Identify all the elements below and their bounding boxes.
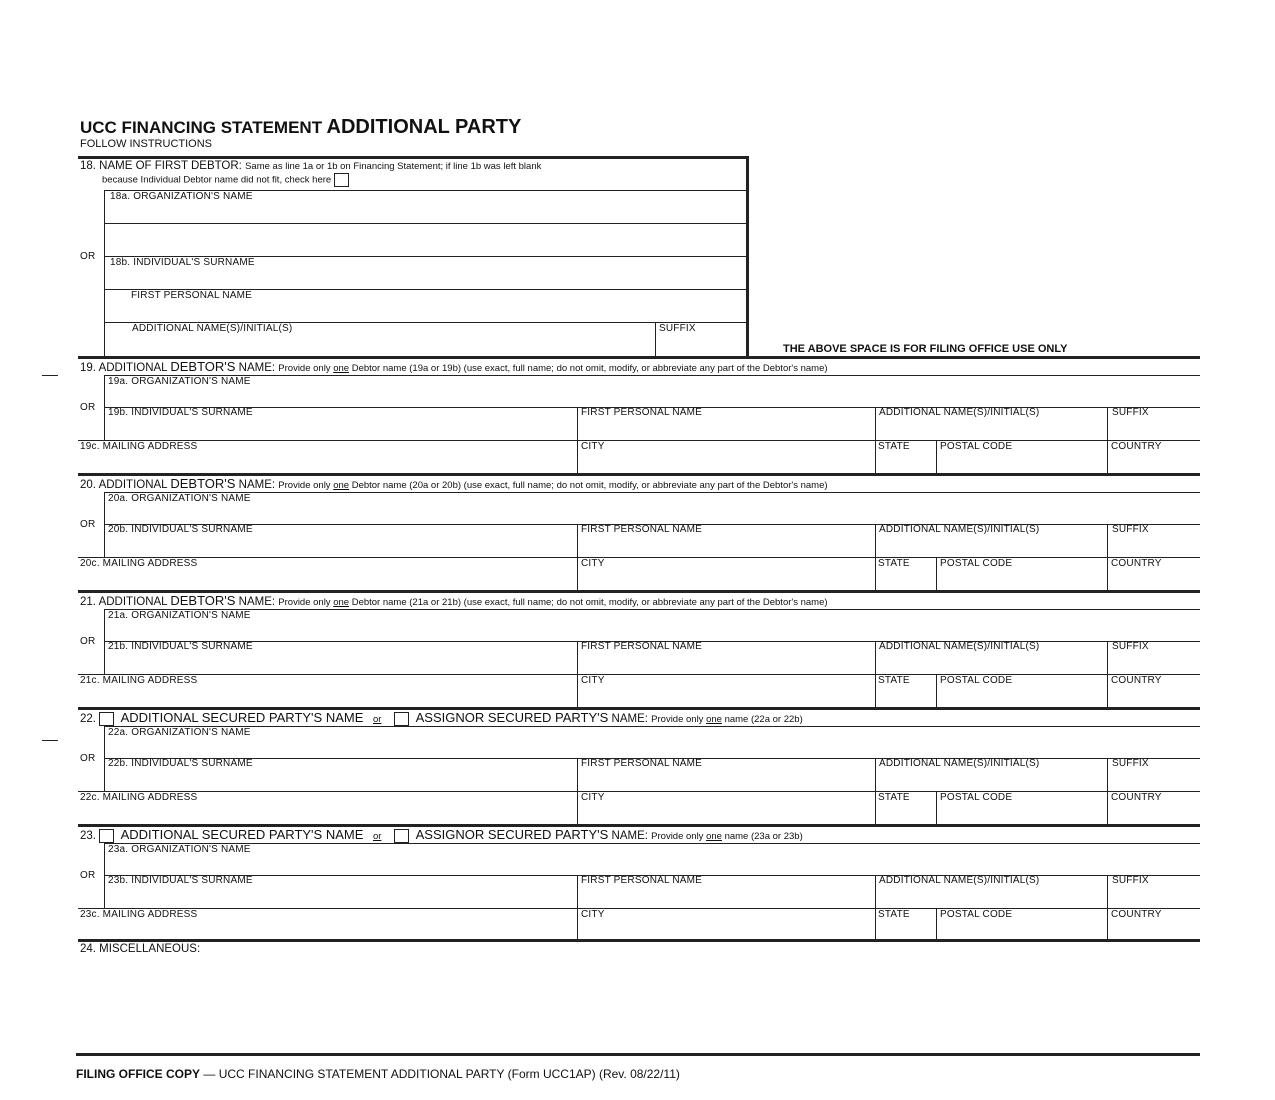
section-heading: 21. ADDITIONAL DEBTOR'S NAME: Provide only one Debtor name (21a or 21b) (use exact, full name; do not omit, modify, or abbreviate any part of the Debtor's name) xyxy=(80,593,828,608)
filing-office-note: THE ABOVE SPACE IS FOR FILING OFFICE USE ONLY xyxy=(783,343,1068,355)
mailing-address-label: 23c. MAILING ADDRESS xyxy=(80,909,198,920)
surname-label: 20b. INDIVIDUAL'S SURNAME xyxy=(108,524,253,535)
first-name-label: FIRST PERSONAL NAME xyxy=(581,524,703,535)
first-name-label: FIRST PERSONAL NAME xyxy=(581,641,703,652)
s18-heading: 18. NAME OF FIRST DEBTOR: Same as line 1a or 1b on Financing Statement; if line 1b was left blank xyxy=(80,160,542,172)
surname-label: 19b. INDIVIDUAL'S SURNAME xyxy=(108,407,253,418)
form-title xyxy=(80,116,521,139)
divider xyxy=(78,440,1200,441)
surname-label: 23b. INDIVIDUAL'S SURNAME xyxy=(108,875,253,886)
s18-additional-label: ADDITIONAL NAME(S)/INITIAL(S) xyxy=(132,323,293,334)
or-label: OR xyxy=(80,402,96,413)
divider xyxy=(875,524,876,590)
city-label: CITY xyxy=(581,792,605,803)
divider xyxy=(577,524,578,590)
country-label: COUNTRY xyxy=(1111,675,1162,686)
postal-code-label: POSTAL CODE xyxy=(940,792,1013,803)
additional-names-label: ADDITIONAL NAME(S)/INITIAL(S) xyxy=(879,407,1040,418)
org-name-label: 19a. ORGANIZATION'S NAME xyxy=(108,376,251,387)
state-label: STATE xyxy=(878,909,910,920)
follow-instructions: FOLLOW INSTRUCTIONS xyxy=(80,138,213,150)
section-heading: 20. ADDITIONAL DEBTOR'S NAME: Provide only one Debtor name (20a or 20b) (use exact, full name; do not omit, modify, or abbreviate any part of the Debtor's name) xyxy=(80,476,828,491)
divider xyxy=(104,726,1200,727)
first-name-label: FIRST PERSONAL NAME xyxy=(581,407,703,418)
divider xyxy=(875,875,876,941)
footer: FILING OFFICE COPY — UCC FINANCING STATEMENT ADDITIONAL PARTY (Form UCC1AP) (Rev. 08/22/11) xyxy=(76,1067,680,1081)
org-name-label: 20a. ORGANIZATION'S NAME xyxy=(108,493,251,504)
s18-suffix-label: SUFFIX xyxy=(659,323,696,334)
divider xyxy=(1107,641,1108,707)
s18-note2: because Individual Debtor name did not fit, check here xyxy=(102,173,349,187)
assignor-secured-checkbox[interactable] xyxy=(394,712,409,726)
divider xyxy=(78,557,1200,558)
postal-code-label: POSTAL CODE xyxy=(940,675,1013,686)
divider xyxy=(78,791,1200,792)
margin-mark xyxy=(42,375,58,376)
misc-label: 24. MISCELLANEOUS: xyxy=(80,943,201,955)
or-label: OR xyxy=(80,870,96,881)
city-label: CITY xyxy=(581,558,605,569)
divider xyxy=(577,641,578,707)
section-heading: 23. ADDITIONAL SECURED PARTY'S NAME or ASSIGNOR SECURED PARTY'S NAME: Provide only one name (23a or 23b) xyxy=(80,827,803,842)
mailing-address-label: 20c. MAILING ADDRESS xyxy=(80,558,198,569)
divider xyxy=(1107,524,1108,590)
divider xyxy=(104,375,1200,376)
margin-mark xyxy=(42,740,58,741)
s18a-org-label: 18a. ORGANIZATION'S NAME xyxy=(110,191,253,202)
org-name-label: 22a. ORGANIZATION'S NAME xyxy=(108,727,251,738)
divider xyxy=(936,440,937,473)
surname-label: 22b. INDIVIDUAL'S SURNAME xyxy=(108,758,253,769)
country-label: COUNTRY xyxy=(1111,441,1162,452)
section-heading: 22. ADDITIONAL SECURED PARTY'S NAME or ASSIGNOR SECURED PARTY'S NAME: Provide only one name (22a or 22b) xyxy=(80,710,803,725)
divider xyxy=(1107,875,1108,941)
postal-code-label: POSTAL CODE xyxy=(940,558,1013,569)
s18-checkbox[interactable] xyxy=(334,173,349,187)
additional-secured-checkbox[interactable] xyxy=(99,829,114,843)
mailing-address-label: 19c. MAILING ADDRESS xyxy=(80,441,198,452)
country-label: COUNTRY xyxy=(1111,558,1162,569)
divider xyxy=(577,875,578,941)
additional-names-label: ADDITIONAL NAME(S)/INITIAL(S) xyxy=(879,524,1040,535)
divider xyxy=(78,908,1200,909)
divider xyxy=(104,609,1200,610)
state-label: STATE xyxy=(878,675,910,686)
org-name-label: 23a. ORGANIZATION'S NAME xyxy=(108,844,251,855)
suffix-label: SUFFIX xyxy=(1112,875,1149,886)
divider xyxy=(936,791,937,824)
or-label: OR xyxy=(80,519,96,530)
divider xyxy=(746,156,749,358)
state-label: STATE xyxy=(878,441,910,452)
divider xyxy=(875,758,876,824)
state-label: STATE xyxy=(878,792,910,803)
country-label: COUNTRY xyxy=(1111,909,1162,920)
country-label: COUNTRY xyxy=(1111,792,1162,803)
additional-names-label: ADDITIONAL NAME(S)/INITIAL(S) xyxy=(879,875,1040,886)
additional-secured-checkbox[interactable] xyxy=(99,712,114,726)
additional-names-label: ADDITIONAL NAME(S)/INITIAL(S) xyxy=(879,758,1040,769)
or-label: OR xyxy=(80,753,96,764)
mailing-address-label: 22c. MAILING ADDRESS xyxy=(80,792,198,803)
city-label: CITY xyxy=(581,441,605,452)
section-divider xyxy=(78,939,1200,942)
section-heading: 19. ADDITIONAL DEBTOR'S NAME: Provide only one Debtor name (19a or 19b) (use exact, full name; do not omit, modify, or abbreviate any part of the Debtor's name) xyxy=(80,359,828,374)
postal-code-label: POSTAL CODE xyxy=(940,909,1013,920)
first-name-label: FIRST PERSONAL NAME xyxy=(581,758,703,769)
suffix-label: SUFFIX xyxy=(1112,407,1149,418)
divider xyxy=(875,641,876,707)
divider xyxy=(78,674,1200,675)
or-label: OR xyxy=(80,251,96,262)
suffix-label: SUFFIX xyxy=(1112,758,1149,769)
divider xyxy=(936,674,937,707)
title-main: UCC FINANCING STATEMENT xyxy=(80,118,323,137)
divider xyxy=(936,908,937,941)
divider xyxy=(936,557,937,590)
postal-code-label: POSTAL CODE xyxy=(940,441,1013,452)
state-label: STATE xyxy=(878,558,910,569)
additional-names-label: ADDITIONAL NAME(S)/INITIAL(S) xyxy=(879,641,1040,652)
suffix-label: SUFFIX xyxy=(1112,641,1149,652)
title-sub: ADDITIONAL PARTY xyxy=(326,116,522,138)
or-label: OR xyxy=(80,636,96,647)
divider xyxy=(1107,758,1108,824)
divider xyxy=(577,407,578,473)
divider xyxy=(1107,407,1108,473)
divider xyxy=(104,190,105,357)
divider xyxy=(104,492,1200,493)
surname-label: 21b. INDIVIDUAL'S SURNAME xyxy=(108,641,253,652)
city-label: CITY xyxy=(581,675,605,686)
assignor-secured-checkbox[interactable] xyxy=(394,829,409,843)
first-name-label: FIRST PERSONAL NAME xyxy=(581,875,703,886)
divider xyxy=(577,758,578,824)
mailing-address-label: 21c. MAILING ADDRESS xyxy=(80,675,198,686)
city-label: CITY xyxy=(581,909,605,920)
s18-first-label: FIRST PERSONAL NAME xyxy=(131,290,253,301)
org-name-label: 21a. ORGANIZATION'S NAME xyxy=(108,610,251,621)
s18b-surname-label: 18b. INDIVIDUAL'S SURNAME xyxy=(110,257,255,268)
divider xyxy=(76,1053,1200,1056)
suffix-label: SUFFIX xyxy=(1112,524,1149,535)
divider xyxy=(78,156,749,159)
divider xyxy=(104,843,1200,844)
divider xyxy=(875,407,876,473)
